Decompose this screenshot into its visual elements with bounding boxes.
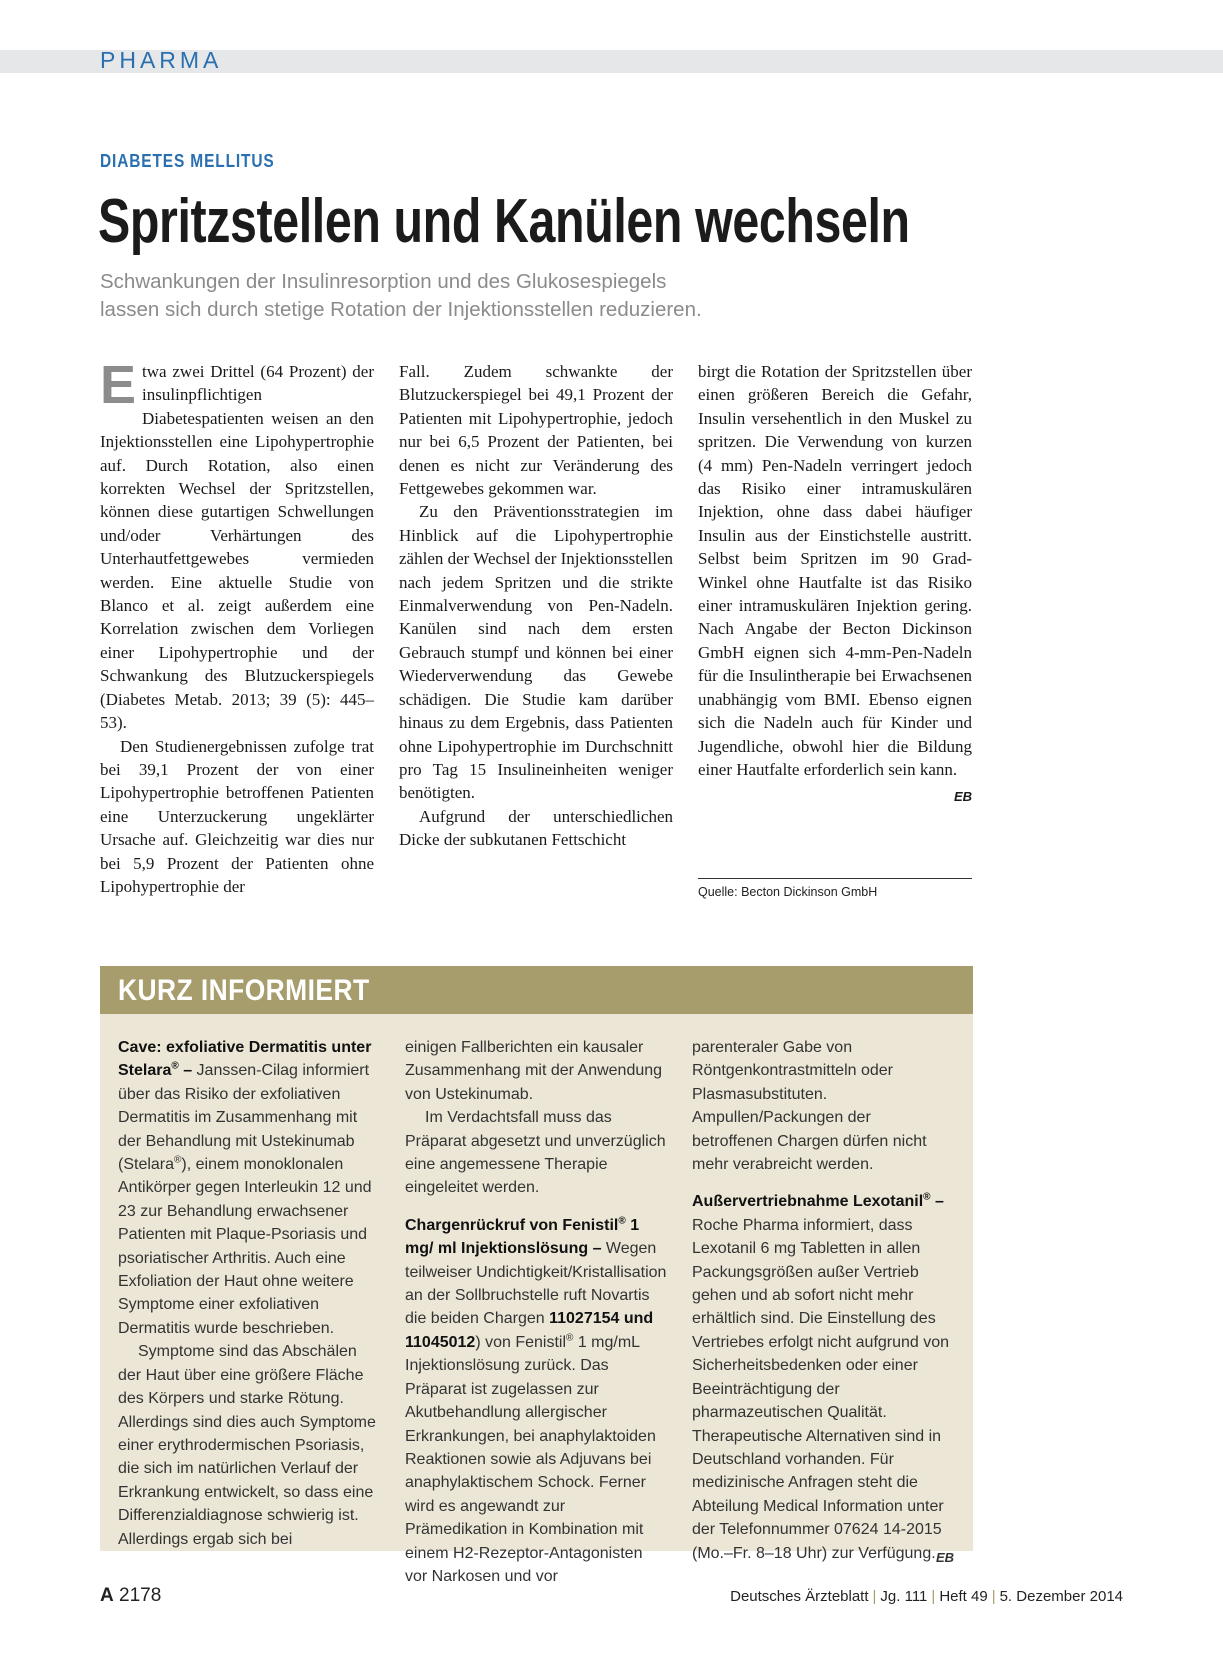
registered-mark: ® <box>171 1061 179 1073</box>
subtitle-line-2: lassen sich durch stetige Rotation der Injektionsstellen reduzieren. <box>100 298 702 321</box>
title-text: Cave: exfoliative Dermatitis unter Stelara <box>118 1039 372 1080</box>
section-label: PHARMA <box>100 47 223 73</box>
batch-numbers: 11027154 und 11045012 <box>405 1310 654 1351</box>
title-text: 1 mg/ ml Injektionslösung – <box>405 1216 640 1258</box>
article-kicker: DIABETES MELLITUS <box>100 151 275 171</box>
journal-name: Deutsches Ärzteblatt <box>730 1588 869 1605</box>
paragraph-text: twa zwei Drittel (64 Prozent) der insulinpflichtigen Diabetespatienten weisen an den Injektionsstellen eine Lipohypertrophie auf. Durch Rotation, also einen korrekten Wechsel der Spritzstellen, können diese gutartigen Schwellungen und/oder Verhärtungen des Unterhautfettgewebes vermieden werden. Eine aktuelle Studie von Blanco et al. zeigt außerdem eine Korrelation zwischen dem Vorliegen einer Lipohypertrophie und der Schwankung des Blutzuckerspiegels (Diabetes Metab. 2013; 39 (5): 445–53). <box>100 362 374 733</box>
news-item-text: ), einem monoklonalen Antikörper gegen Interleukin 12 und 23 zur Behandlung erwachsener Patienten mit Plaque-Psoriasis und psoriatischer Arthritis. Auch eine Exfoliation der Haut ohne weitere Symptome einer exfoliativen Dermatitis wurde beschrieben. <box>118 1156 372 1337</box>
paragraph <box>100 355 374 735</box>
paragraph-text: birgt die Rotation der Spritzstellen über einen größeren Bereich die Gefahr, Insulin versehentlich in den Muskel zu spritzen. Die Verwendung von kurzen (4 mm) Pen-Nadeln verringert jedoch das Risiko einer intramuskulären Injektion, ohne dass dabei häufiger Insulin aus der Einstichstelle austritt. Selbst beim Spritzen im 90 Grad-Winkel ohne Hautfalte ist das Risiko einer intramuskulären Injektion gering. Nach Angabe der Becton Dickinson GmbH eignen sich 4-mm-Pen-Nadeln für die Insulintherapie bei Erwachsenen unabhängig vom BMI. Ebenso eignen sich die Nadeln auch für Kinder und Jugendliche, obwohl hier die Bildung einer Hautfalte erforderlich sein kann. <box>698 362 972 779</box>
box-column-1 <box>118 1036 380 1551</box>
separator: | <box>991 1588 996 1605</box>
box-header <box>100 966 973 1014</box>
separator: | <box>872 1588 877 1605</box>
separator: | <box>931 1588 936 1605</box>
paragraph: Im Verdachtsfall muss das Präparat abgesetzt und unverzüglich eine angemessene Therapie eingeleitet werden. <box>405 1109 666 1197</box>
title-text: Außervertriebnahme Lexotanil <box>692 1193 924 1211</box>
paragraph: Aufgrund der unterschiedlichen Dicke der subkutanen Fettschicht <box>399 806 673 850</box>
box-signature: EB <box>935 1549 954 1565</box>
box-column-3 <box>692 1036 954 1569</box>
registered-mark: ® <box>566 1332 574 1344</box>
article-subtitle <box>100 268 860 324</box>
author-signature: EB <box>953 789 972 805</box>
page-prefix: A <box>100 1585 114 1606</box>
kurz-informiert-box <box>100 966 973 1585</box>
issue: Heft 49 <box>939 1588 988 1605</box>
title-dash: – <box>178 1062 193 1080</box>
registered-mark: ® <box>174 1154 182 1166</box>
volume: Jg. 111 <box>880 1588 928 1605</box>
news-item-text: ) von Fenistil <box>475 1333 567 1351</box>
paragraph: einigen Fallberichten ein kausaler Zusammenhang mit der Anwendung von Ustekinumab. <box>405 1039 663 1103</box>
paragraph: Zu den Präventionsstrategien im Hinblick auf die Lipohypertrophie zählen der Wechsel der Injektionsstellen nach jedem Spritzen und die strikte Einmalverwendung von Pen-Nadeln. Kanülen sind nach dem ersten Gebrauch stumpf und können bei einer Wiederverwendung das Gewebe schädigen. Die Studie kam darüber hinaus zu dem Ergebnis, dass Patienten ohne Lipohypertrophie im Durchschnitt pro Tag 15 Insulineinheiten weniger benötigten. <box>399 502 673 803</box>
paragraph <box>698 360 972 805</box>
paragraph: parenteraler Gabe von Röntgenkontrastmitteln oder Plasmasubstituten. Ampullen/Packungen der betroffenen Chargen dürfen nicht mehr verabreicht werden. <box>692 1039 927 1174</box>
news-item <box>118 1036 380 1340</box>
registered-mark: ® <box>618 1215 626 1227</box>
title-text: Chargenrückruf von Fenistil <box>405 1216 619 1234</box>
news-item <box>692 1190 954 1565</box>
box-title: KURZ INFORMIERT <box>118 974 370 1007</box>
article-column-2 <box>399 360 673 852</box>
title-dash: – <box>930 1193 944 1211</box>
page-number <box>100 1585 161 1607</box>
news-item-text: Janssen-Cilag informiert über das Risiko der exfoliativen Dermatitis im Zusammenhang mit der Behandlung mit Ustekinumab (Stelara <box>118 1062 370 1174</box>
article-column-3 <box>698 360 972 809</box>
paragraph: Symptome sind das Abschälen der Haut über eine größere Fläche des Körpers und starke Rötung. Allerdings sind dies auch Symptome einer erythrodermischen Psoriasis, die sich im natürlichen Verlauf der Erkrankung entwickelt, so dass eine Differenzialdiagnose schwierig ist. Allerdings ergab sich bei <box>118 1343 376 1548</box>
drop-cap: E <box>100 355 137 415</box>
article-headline: Spritzstellen und Kanülen wechseln <box>98 187 910 256</box>
news-item-text: Wegen teilweiser Undichtigkeit/Kristallisation an der Sollbruchstelle ruft Novartis die beiden Chargen <box>405 1240 667 1328</box>
paragraph: Fall. Zudem schwankte der Blutzuckerspiegel bei 49,1 Prozent der Patienten mit Lipohypertrophie, jedoch nur bei 6,5 Prozent der Patienten, bei denen es nicht zur Veränderung des Fettgewebes gekommen war. <box>399 362 673 499</box>
news-item <box>405 1214 667 1589</box>
box-column-2 <box>405 1036 667 1588</box>
page-number-value: 2178 <box>119 1585 162 1606</box>
publication-date: 5. Dezember 2014 <box>999 1588 1123 1605</box>
news-item-text: 1 mg/mL Injektionslösung zurück. Das Präparat ist zugelassen zur Akutbehandlung allergischer Erkrankungen, bei anaphylaktoiden Reaktionen sowie als Adjuvans bei anaphylaktischem Schock. Ferner wird es angewandt zur Prämedikation in Kombination mit einem H2-Rezeptor-Antagonisten vor Narkosen und vor <box>405 1333 656 1585</box>
news-item-text: Roche Pharma informiert, dass Lexotanil 6 mg Tabletten in allen Packungsgrößen außer Vertrieb gehen und ab sofort nicht mehr erhältlich sind. Die Einstellung des Vertriebes erfolgt nicht aufgrund von Sicherheitsbedenken oder einer Beeinträchtigung der pharmazeutischen Qualität. Therapeutische Alternativen sind in Deutschland vorhanden. Für medizinische Anfragen steht die Abteilung Medical Information unter der Telefonnummer 07624 14-2015 (Mo.–Fr. 8–18 Uhr) zur Verfügung. <box>692 1216 950 1562</box>
registered-mark: ® <box>923 1192 931 1204</box>
news-item-title <box>692 1193 944 1210</box>
subtitle-line-1: Schwankungen der Insulinresorption und des Glukosespiegels <box>100 270 667 293</box>
article-column-1 <box>100 355 374 898</box>
image-source-credit: Quelle: Becton Dickinson GmbH <box>698 878 972 899</box>
paragraph: Den Studienergebnissen zufolge trat bei 39,1 Prozent der von einer Lipohypertrophie betroffenen Patienten eine Unterzuckerung ungeklärter Ursache auf. Gleichzeitig war dies nur bei 5,9 Prozent der Patienten ohne Lipohypertrophie der <box>100 736 374 896</box>
publication-info <box>730 1588 1123 1605</box>
